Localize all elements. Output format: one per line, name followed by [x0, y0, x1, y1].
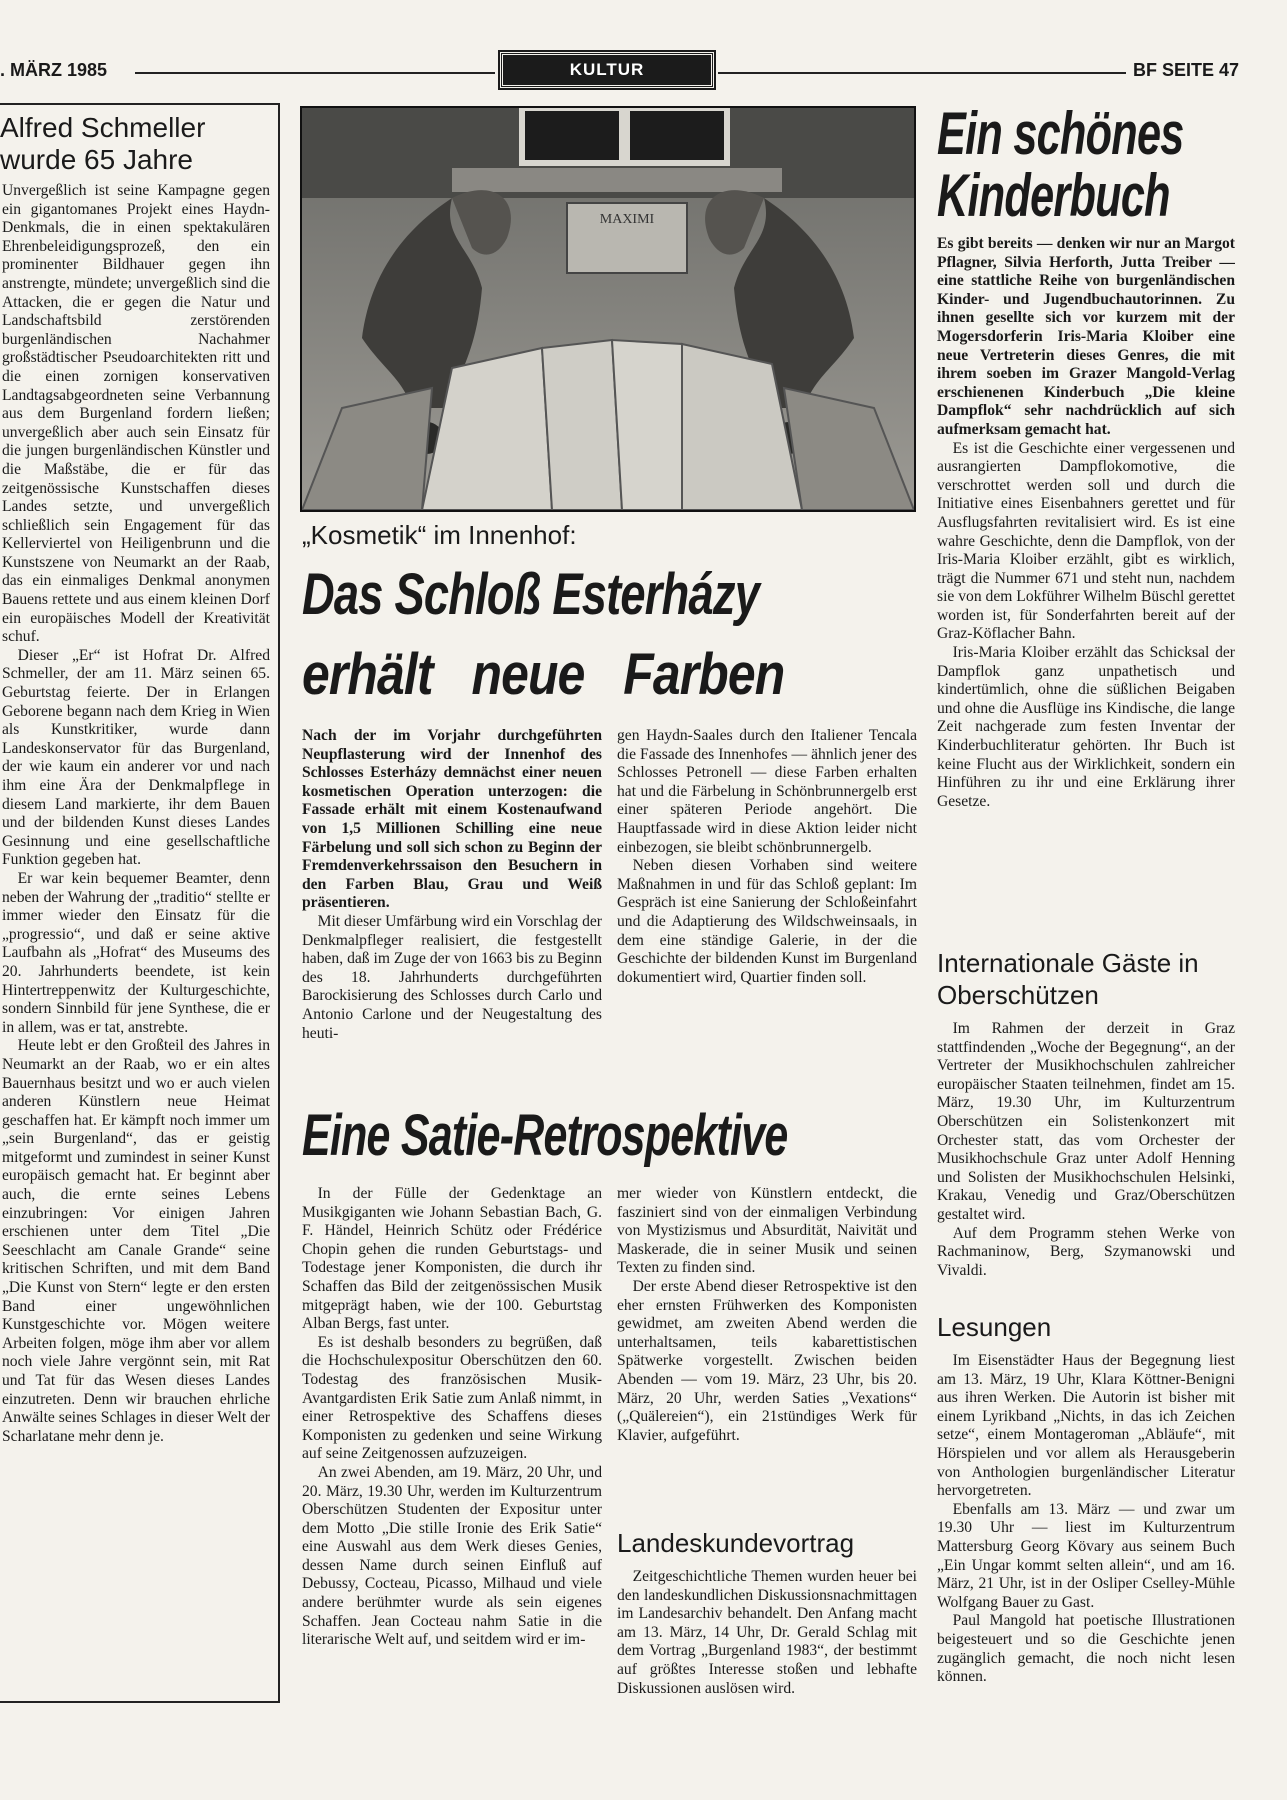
- schloss-column-1: [302, 727, 602, 1097]
- left-article-paragraph: Dieser „Er“ ist Hofrat Dr. Alfred Schmeller, der am 11. März seinen 65. Geburtstag feierte. Der in Erlangen Geborene begann nach dem Krieg in Wien als Kunstkritiker, wurde dann Landeskonservator für das Burgenland, der wie kaum ein anderer vor und nach ihm eine Ära der Denkmalpflege in diesem Land markierte, ihr dem Bauen und der bildenden Kunst dieses Landes Gesinnung und eine gesellschaftliche Funktion gegeben hat.: [2, 646, 270, 869]
- schloss-lead: Nach der im Vorjahr durchgeführten Neupflasterung wird der Innenhof des Schlosses Esterházy demnächst einer neuen kosmetischen Operation unterzogen: die Fassade erhält mit einem Kostenaufwand von 1,5 Millionen Schilling eine neue Färbelung und soll sich schon zu Beginn der Fremdenverkehrssaison den Besuchern in den Farben Blau, Grau und Weiß präsentieren.: [302, 727, 602, 912]
- lesungen-paragraph: Im Eisenstädter Haus der Begegnung liest am 13. März, 19 Uhr, Klara Köttner-Benigni aus ihren Werken. Die Autorin ist bisher mit einem Lyrikband „Nichts, in das ich Zeichen setze“, einem Montageroman „Abläufe“, mit Hörspielen und vor allem als Herausgeberin von Anthologien burgenländischer Literatur hervorgetreten.: [937, 1352, 1235, 1500]
- palace-portal-photo: [300, 106, 916, 512]
- landeskunde-body: [617, 1568, 917, 1778]
- schloss-paragraph: gen Haydn-Saales durch den Italiener Tencala die Fassade des Innenhofes — ähnlich jener des Schlosses Petronell — diese Farben erhalten hat und die Färbelung in Schönbrunnergelb erst einer späteren Periode angehört. Die Hauptfassade wird in diese Aktion leider nicht einbezogen, sie bleibt schönbrunnergelb.: [617, 727, 917, 856]
- gaeste-headline: Internationale Gäste in Oberschützen: [937, 948, 1199, 1010]
- kinderbuch-paragraph: Iris-Maria Kloiber erzählt das Schicksal der Dampflok ganz unpathetisch und kindertümlich, ohne die süßlichen Beigaben und ohne die Ausflüge ins Kindische, die lange Zeit nachgerade zum festen Inventar der Kinderbuchliteratur gehörten. Ihr Buch ist keine Flucht aus der Wirklichkeit, sondern ein Hinführen zu ihr und eine Erklärung ihrer Gesetze.: [937, 644, 1235, 810]
- lesungen-paragraph: Paul Mangold hat poetische Illustrationen beigesteuert und so die Geschichte jenen zugänglich gemacht, die noch nicht lesen können.: [937, 1612, 1235, 1686]
- kinderbuch-body: [937, 235, 1235, 950]
- left-article-paragraph: Unvergeßlich ist seine Kampagne gegen ein gigantomanes Projekt eines Haydn-Denkmals, die in einen spektakulären Ehrenbeleidigungsprozeß, den ein prominenter Bildhauer gegen ihn anstrengte, mündete; unvergeßlich sind die Attacken, die er gegen die Natur und Landschaftsbild zerstörenden burgenländischen Nachahmer großstädtischer Pseudoarchitekten ritt und die einen zornigen konservativen Landtagsabgeordneten seine Verbannung aus dem Burgenland fordern ließen; unvergeßlich aber auch sein Einsatz für die jungen burgenländischen Künstler und die Maßstäbe, die er für das zeitgenössische Kunstschaffen dieses Landes setzte, und unvergeßlich schließlich sein Engagement für das Kellerviertel von Heiligenbrunn und die Kunstszene von Neumarkt an der Raab, das ein einmaliges Denkmal anonymen Bauens rettete und aus einem kleinen Dorf ein europäisches Modell der Kreativität schuf.: [2, 182, 270, 646]
- schloss-headline-line1: Das Schloß Esterházy: [302, 562, 760, 627]
- section-label: KULTUR: [500, 52, 714, 88]
- satie-paragraph: mer wieder von Künstlern entdeckt, die fasziniert sind von der einmaligen Verbindung von Mystizismus und Absurdität, Naivität und Maskerade, die in seiner Musik und seinen Texten zu finden sind.: [617, 1185, 917, 1277]
- gaeste-body: [937, 1020, 1235, 1305]
- kinderbuch-headline-line1: Ein schönes: [937, 100, 1184, 167]
- landeskunde-paragraph: Zeitgeschichtliche Themen wurden heuer bei den landeskundlichen Diskussionsnachmittagen im Landesarchiv behandelt. Den Anfang macht am 13. März, 14 Uhr, Dr. Gerald Schlag mit dem Vortrag „Burgenland 1983“, der bestimmt auf größtes Interesse stoßen und lebhafte Diskussionen auslösen wird.: [617, 1568, 917, 1697]
- left-article-body: [2, 182, 270, 1692]
- left-article-headline: Alfred Schmeller wurde 65 Jahre: [0, 112, 206, 175]
- lesungen-body: [937, 1352, 1235, 1782]
- schloss-column-2: [617, 727, 917, 1097]
- kinderbuch-paragraph: Es ist die Geschichte einer vergessenen und ausrangierten Dampflokomotive, die verschrottet werden soll und durch die Initiative eines Eisenbahners gerettet und für Ausflugsfahrten revitalisiert wird. Es ist eine wahre Geschichte, denn die Dampflok, von der Iris-Maria Kloiber erzählt, gibt es wirklich, trägt die Nummer 671 und steht nun, nachdem sie von dem Lokführer Wilhelm Büschl gerettet worden ist, für Sonderfahrten bereit auf der Graz-Köflacher Bahn.: [937, 439, 1235, 643]
- svg-text:MAXIMI: MAXIMI: [599, 212, 655, 227]
- satie-headline: Eine Satie-Retrospektive: [302, 1103, 788, 1168]
- lesungen-paragraph: Ebenfalls am 13. März — und zwar um 19.30 Uhr — liest im Kulturzentrum Mattersburg Georg Kövary aus seinem Buch „Ein Ungar kommt selten allein“, und am 16. März, 21 Uhr, ist in der Osliper Cselley-Mühle Wolfgang Bauer zu Gast.: [937, 1500, 1235, 1611]
- satie-paragraph: Der erste Abend dieser Retrospektive ist den eher ernsten Frühwerken des Komponisten gewidmet, am zweiten Abend werden die unterhaltsamen, teils kabarettistischen Spätwerke vorgestellt. Zwischen beiden Abenden — vom 19. März, 23 Uhr, bis 20. März, 20 Uhr, werden Saties „Vexations“ („Quälereien“), ein 21stündiges Werk für Klavier, aufgeführt.: [617, 1277, 917, 1444]
- schloss-headline-line2: erhält neue Farben: [302, 642, 785, 707]
- gaeste-paragraph: Auf dem Programm stehen Werke von Rachmaninow, Berg, Szymanowski und Vivaldi.: [937, 1224, 1235, 1279]
- satie-column-2: [617, 1185, 917, 1515]
- schloss-paragraph: Neben diesen Vorhaben sind weitere Maßnahmen in und für das Schloß geplant: Im Gespräch ist eine Sanierung der Schloßeinfahrt und die Adaptierung des Wildschweinsaals, in dem eine ständige Galerie, in der die Geschichte der bildenden Kunst im Burgenland dokumentiert wird, Quartier finden soll.: [617, 857, 917, 986]
- issue-date: . MÄRZ 1985: [0, 60, 108, 80]
- left-article-paragraph: Heute lebt er den Großteil des Jahres in Neumarkt an der Raab, wo er ein altes Bauernhaus besitzt und wo er auch vielen anderen Künstlern neue Heimat geschaffen hat. Er kämpft noch immer um „sein Burgenland“, das er geistig mitgeformt und zumindest in seiner Kunst europäisch gemacht hat. Er beginnt aber auch, die ernte seines Lebens einzubringen: Vor einigen Jahren erschienen unter dem Titel „Die Seeschlacht am Canale Grande“ seine kritischen Schriften, und mit dem Band „Die Kunst von Stern“ legte er den ersten Band einer ungewöhnlichen Kunstgeschichte vor. Mögen weitere Arbeiten folgen, möge ihm aber vor allem noch viele Jahre vergönnt sein, mit Rat und Tat für das Wesen dieses Landes einzutreten. Denn wir brauchen ehrliche Anwälte seines Schlages in dieser Welt der Scharlatane mehr denn je.: [2, 1037, 270, 1445]
- landeskunde-headline: Landeskundevortrag: [617, 1528, 855, 1558]
- satie-column-1: [302, 1185, 602, 1775]
- schloss-paragraph: Mit dieser Umfärbung wird ein Vorschlag der Denkmalpfleger realisiert, die festgestellt haben, daß im Zuge der von 1663 bis zu Beginn des 18. Jahrhunderts durchgeführten Barockisierung des Schlosses durch Carlo und Antonio Carlone und der Neugestaltung des heuti-: [302, 912, 602, 1042]
- satie-paragraph: In der Fülle der Gedenktage an Musikgiganten wie Johann Sebastian Bach, G. F. Händel, Heinrich Schütz oder Frédérice Chopin gehen die runden Geburtstags- und Todestage jener Komponisten, die durch ihr Schaffen das Bild der zeitgenössischen Musik mitgeprägt haben, wie der 100. Geburtstag Alban Bergs, fast unter.: [302, 1185, 602, 1333]
- header-rule-left: [135, 72, 495, 74]
- schloss-kicker: „Kosmetik“ im Innenhof:: [302, 520, 577, 550]
- lesungen-headline: Lesungen: [937, 1312, 1052, 1342]
- header-rule-right: [718, 72, 1126, 74]
- palace-portal-griffins-photo-icon: [302, 108, 914, 510]
- page-number: BF SEITE 47: [1133, 60, 1240, 80]
- satie-paragraph: An zwei Abenden, am 19. März, 20 Uhr, und 20. März, 19.30 Uhr, werden im Kulturzentrum Oberschützen Studenten der Expositur unter dem Motto „Die stille Ironie des Erik Satie“ eine Auswahl aus dem Werk dieses Genies, dessen Name durch seinen Einfluß auf Debussy, Cocteau, Picasso, Milhaud und viele andere berühmter wurde als sein eigenes Schaffen. Jean Cocteau nahm Satie in die literarische Welt auf, und seitdem wird er im-: [302, 1463, 602, 1649]
- kinderbuch-headline-line2: Kinderbuch: [937, 162, 1170, 229]
- gaeste-paragraph: Im Rahmen der derzeit in Graz stattfindenden „Woche der Begegnung“, an der Vertreter der Musikhochschulen zahlreicher europäischer Staaten teilnehmen, findet am 15. März, 19.30 Uhr, im Kulturzentrum Oberschützen ein Solistenkonzert mit Orchester statt, das vom Orchester der Musikhochschule Graz unter Adolf Henning und Solisten der Musikhochschulen Helsinki, Krakau, Venedig und Graz/Oberschützen gestaltet wird.: [937, 1020, 1235, 1223]
- satie-paragraph: Es ist deshalb besonders zu begrüßen, daß die Hochschulexpositur Oberschützen den 60. Todestag des französischen Musik-Avantgardisten Erik Satie zum Anlaß nimmt, in einer Retrospektive des Schaffens dieses Komponisten zu gedenken und seine Wirkung auf seine Zeitgenossen aufzuzeigen.: [302, 1333, 602, 1463]
- kinderbuch-lead: Es gibt bereits — denken wir nur an Margot Pflagner, Silvia Herforth, Jutta Treiber — eine stattliche Reihe von burgenländischen Kinder- und Jugendbuchautorinnen. Zu ihnen gesellte sich vor kurzem mit der Mogersdorferin Iris-Maria Kloiber eine neue Vertreterin dieses Genres, die mit ihrem soeben im Grazer Mangold-Verlag erschienenen Kinderbuch „Die kleine Dampflok“ sehr nachdrücklich auf sich aufmerksam gemacht hat.: [937, 235, 1235, 438]
- left-article-paragraph: Er war kein bequemer Beamter, denn neben der Wahrung der „traditio“ stellte er immer wieder den Einsatz für die „progressio“, und daß er seine aktive Laufbahn als „Hofrat“ des Museums des 20. Jahrhunderts beendete, ist kein Hintertreppenwitz der Kulturgeschichte, sondern Sinnbild für jene Synthese, die er in allem, was er tat, anstrebte.: [2, 869, 270, 1036]
